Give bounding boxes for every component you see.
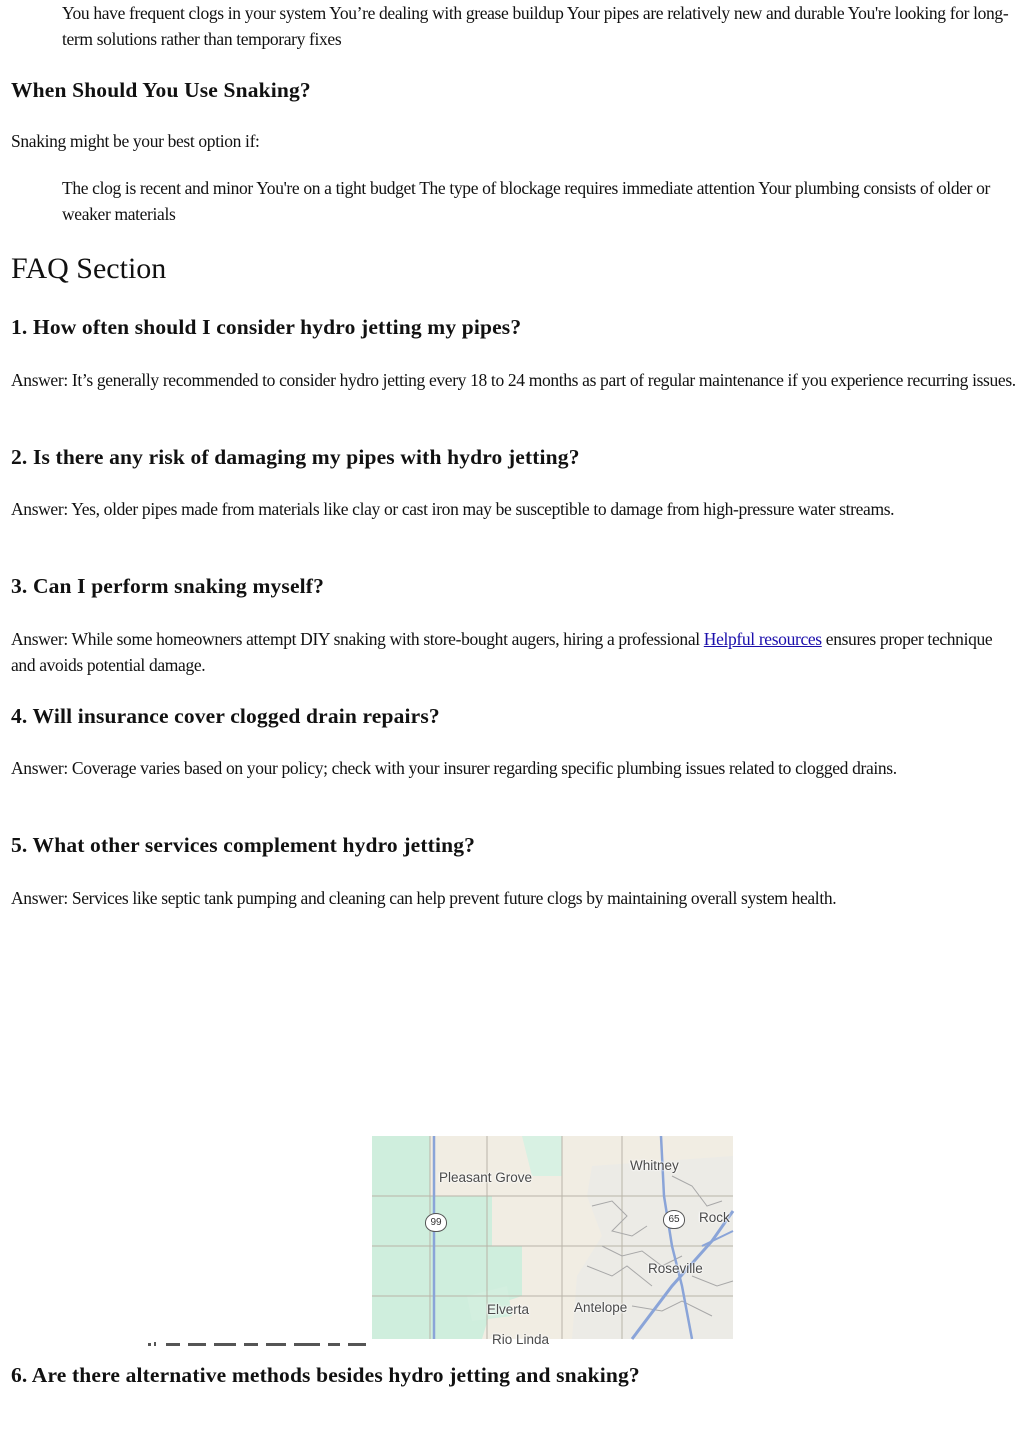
route-65-shield-icon: 65 xyxy=(663,1210,685,1229)
faq-answer-3-text-after: ensures proper technique and avoids potential damage. xyxy=(11,629,993,675)
faq-question-6: 6. Are there alternative methods besides hydro jetting and snaking? xyxy=(11,1363,640,1387)
map-label-rock: Rock xyxy=(699,1210,730,1225)
faq-question-1: 1. How often should I consider hydro jetting my pipes? xyxy=(11,315,522,339)
clipped-caption-remnant xyxy=(148,1334,370,1342)
faq-question-3: 3. Can I perform snaking myself? xyxy=(11,574,324,598)
snaking-conditions-list: The clog is recent and minor You're on a tight budget The type of blockage requires immediate attention Your plumbing consists of older or weaker materials xyxy=(62,178,991,224)
faq-question-4: 4. Will insurance cover clogged drain repairs? xyxy=(11,704,440,728)
faq-answer-2: Answer: Yes, older pipes made from materials like clay or cast iron may be susceptible to damage from high-pressure water streams. xyxy=(11,499,895,519)
hydro-jetting-conditions-list: You have frequent clogs in your system You’re dealing with grease buildup Your pipes are relatively new and durable You're looking for long-term solutions rather than temporary fixes xyxy=(62,3,1009,49)
faq-heading: FAQ Section xyxy=(11,252,167,285)
faq-answer-3-text-before: Answer: While some homeowners attempt DIY snaking with store-bought augers, hiring a professional xyxy=(11,629,704,649)
map-label-rio-linda: Rio Linda xyxy=(492,1332,550,1347)
map-label-elverta: Elverta xyxy=(487,1302,530,1317)
helpful-resources-link[interactable]: Helpful resources xyxy=(703,629,822,649)
map-label-pleasant-grove: Pleasant Grove xyxy=(439,1170,533,1185)
faq-question-2: 2. Is there any risk of damaging my pipes with hydro jetting? xyxy=(11,445,580,469)
location-map[interactable] xyxy=(372,1136,733,1347)
faq-answer-1: Answer: It’s generally recommended to consider hydro jetting every 18 to 24 months as part of regular maintenance if you experience recurring issues. xyxy=(11,370,1016,390)
faq-answer-3 xyxy=(11,626,1016,678)
map-label-roseville: Roseville xyxy=(648,1261,703,1276)
map-label-whitney: Whitney xyxy=(630,1158,679,1173)
snaking-intro: Snaking might be your best option if: xyxy=(11,131,260,151)
faq-question-5: 5. What other services complement hydro jetting? xyxy=(11,833,476,857)
faq-answer-4: Answer: Coverage varies based on your policy; check with your insurer regarding specific plumbing issues related to clogged drains. xyxy=(11,758,897,778)
snaking-heading: When Should You Use Snaking? xyxy=(11,78,311,102)
route-99-shield-icon: 99 xyxy=(425,1213,447,1232)
faq-answer-5: Answer: Services like septic tank pumping and cleaning can help prevent future clogs by maintaining overall system health. xyxy=(11,888,837,908)
clipped-text-marks xyxy=(148,1339,370,1347)
map-label-antelope: Antelope xyxy=(574,1300,628,1315)
